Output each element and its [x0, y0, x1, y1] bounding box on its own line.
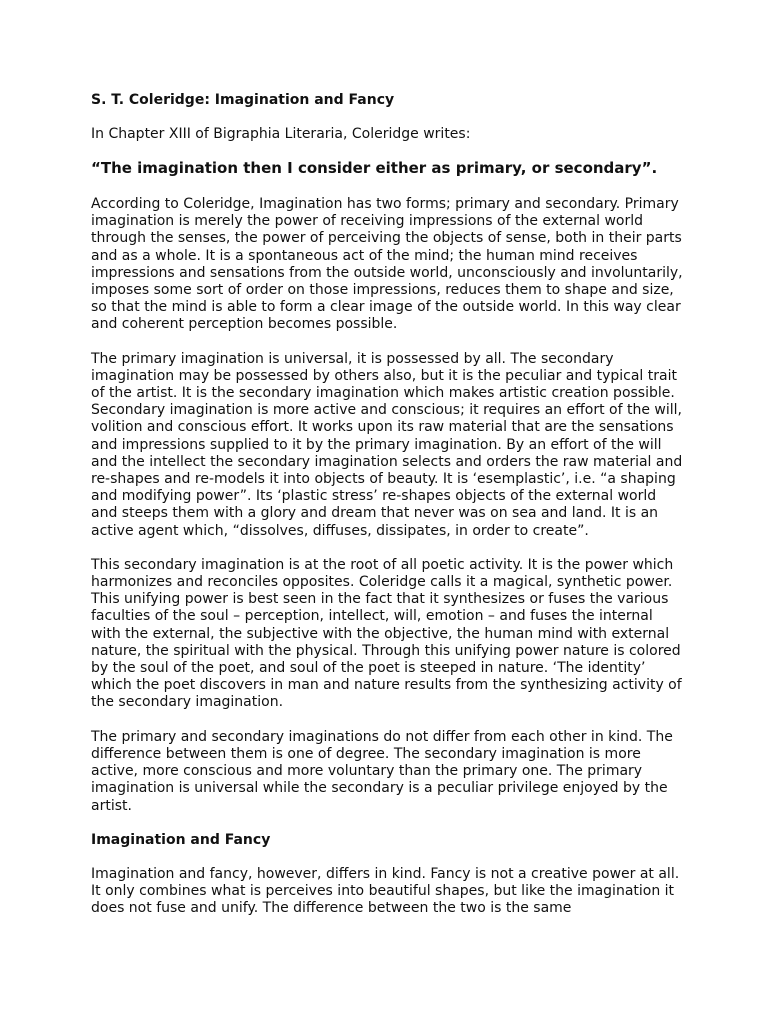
section-heading: Imagination and Fancy	[91, 831, 271, 848]
body-paragraph: The primary imagination is universal, it is possessed by all. The secondary imagination may be possessed by others also, but it is the peculiar and typical trait of the artist. It is the secondary imagination which makes artistic creation possible. Secondary imagination is more active and conscious; it requires an effort of the will, volition and conscious effort. It works upon its raw material that are the sensations and impressions supplied to it by the primary imagination. By an effort of the will and the intellect the secondary imagination selects and orders the raw material and re-shapes and re-models it into objects of beauty. It is ‘esemplastic’, i.e. “a shaping and modifying power”. Its ‘plastic stress’ re-shapes objects of the external world and steeps them with a glory and dream that never was on sea and land. It is an active agent which, “dissolves, diffuses, dissipates, in order to create”.	[91, 350, 683, 539]
key-quote: “The imagination then I consider either as primary, or secondary”.	[91, 159, 658, 178]
document-page	[91, 92, 683, 918]
body-paragraph: According to Coleridge, Imagination has two forms; primary and secondary. Primary imagination is merely the power of receiving impressions of the external world through the senses, the power of perceiving the objects of sense, both in their parts and as a whole. It is a spontaneous act of the mind; the human mind receives impressions and sensations from the outside world, unconsciously and involuntarily, imposes some sort of order on those impressions, reduces them to shape and size, so that the mind is able to form a clear image of the outside world. In this way clear and coherent perception becomes possible.	[91, 196, 683, 333]
body-paragraph: The primary and secondary imaginations do not differ from each other in kind. The difference between them is one of degree. The secondary imagination is more active, more conscious and more voluntary than the primary one. The primary imagination is universal while the secondary is a peculiar privilege enjoyed by the artist.	[91, 728, 673, 814]
body-paragraph: This secondary imagination is at the root of all poetic activity. It is the power which harmonizes and reconciles opposites. Coleridge calls it a magical, synthetic power. This unifying power is best seen in the fact that it synthesizes or fuses the various faculties of the soul – perception, intellect, will, emotion – and fuses the internal with the external, the subjective with the objective, the human mind with external nature, the spiritual with the physical. Through this unifying power nature is colored by the soul of the poet, and soul of the poet is steeped in nature. ‘The identity’ which the poet discovers in man and nature results from the synthesizing activity of the secondary imagination.	[91, 556, 682, 711]
body-paragraph: Imagination and fancy, however, differs in kind. Fancy is not a creative power at all. It only combines what is perceives into beautiful shapes, but like the imagination it does not fuse and unify. The difference between the two is the same	[91, 865, 680, 917]
intro-paragraph: In Chapter XIII of Bigraphia Literaria, Coleridge writes:	[91, 126, 471, 143]
document-title: S. T. Coleridge: Imagination and Fancy	[91, 92, 395, 108]
